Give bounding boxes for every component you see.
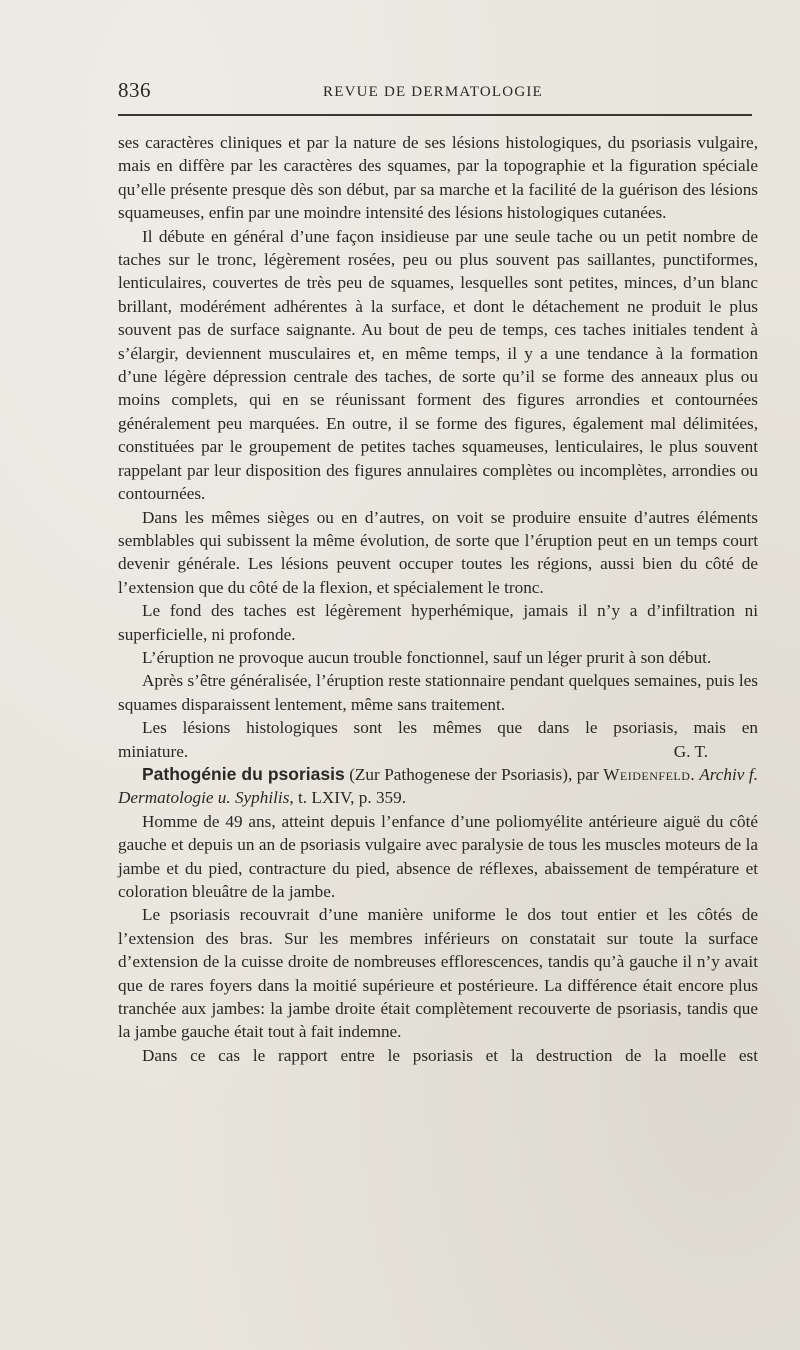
paragraph: Homme de 49 ans, atteint depuis l’enfance d’une poliomyélite antérieure aiguë du côté gauche et depuis un an de psoriasis vulgaire avec paralysie de tous les muscles moteurs de la jambe et du pied, contracture du pied, absence de réflexes, abaissement de température et coloration bleuâtre de la jambe. [118, 811, 758, 901]
paragraph: Dans les mêmes sièges ou en d’autres, on voit se produire ensuite d’autres éléments semblables qui subissent la même évolution, de sorte que l’éruption peut en un temps court devenir générale. Les lésions peuvent occuper toutes les régions, aussi bien du côté de l’extension que du côté de la flexion, et spécialement le tronc. [118, 507, 758, 597]
paragraph: Le psoriasis recouvrait d’une manière uniforme le dos tout entier et les côtés de l’extension des bras. Sur les membres inférieurs on constatait sur toute la surface d’extension de la cuisse droite de nombreuses efflorescences, tandis qu’à gauche il n’y avait que de rares foyers dans la moitié supérieure et postérieure. La différence était encore plus tranchée aux jambes: la jambe droite était complètement recouverte de psoriasis, tandis que la jambe gauche était tout à fait indemne. [118, 905, 758, 1042]
paragraph: Dans ce cas le rapport entre le psoriasis et la destruction de la moelle est [142, 1045, 758, 1065]
article-title: Pathogénie du psoriasis [142, 763, 345, 784]
header-rule [118, 114, 752, 116]
closing-text: miniature. [118, 741, 189, 761]
article-author: Weidenfeld [603, 764, 691, 784]
paragraph: L’éruption ne provoque aucun trouble fonctionnel, sauf un léger prurit à son début. [142, 647, 712, 667]
running-title: REVUE DE DERMATOLOGIE [323, 84, 543, 100]
page-number: 836 [118, 78, 151, 102]
page-header [118, 78, 756, 104]
signature: G. T. [673, 741, 708, 761]
citation-separator: . [690, 764, 700, 784]
paragraph: Après s’être généralisée, l’éruption reste stationnaire pendant quelques semaines, puis les squames disparaissent lentement, même sans traitement. [118, 671, 758, 714]
body-text [118, 131, 758, 1067]
journal-name: Archiv f. Dermatologie u. Syphilis [118, 764, 758, 808]
citation-text: (Zur Pathogenese der Psoriasis), par [344, 764, 604, 784]
paragraph: ses caractères cliniques et par la nature de ses lésions histologiques, du psoriasis vulgaire, mais en diffère par les caractères des squames, par la topographie et la figuration spéciale qu’elle présente presque dès son début, par sa marche et la facilité de la guérison des lésions squameuses, enfin par une moindre intensité des lésions histologiques cutanées. [118, 133, 758, 223]
citation-reference: , t. LXIV, p. 359. [289, 788, 407, 808]
paragraph: Les lésions histologiques sont les mêmes que dans le psoriasis, mais en [142, 718, 758, 738]
article-citation [118, 763, 758, 810]
closing-line [118, 740, 758, 763]
paragraph: Le fond des taches est légèrement hyperhémique, jamais il n’y a d’infiltration ni superficielle, ni profonde. [118, 601, 758, 644]
paragraph: Il débute en général d’une façon insidieuse par une seule tache ou un petit nombre de taches sur le tronc, légèrement rosées, peu ou plus souvent pas saillantes, punctiformes, lenticulaires, couvertes de très peu de squames, lesquelles sont petites, minces, d’un blanc brillant, modérément adhérentes à la surface, et dont le détachement ne produit le plus souvent pas de surface saignante. Au bout de peu de temps, ces taches initiales tendent à s’élargir, deviennent musculaires et, en même temps, il y a une tendance à la formation d’une légère dépression centrale des taches, de sorte qu’il se forme des anneaux plus ou moins complets, qui en se réunissant forment des figures arrondies et contournées généralement peu marquées. En outre, il se forme des figures, également mal délimitées, constituées par le groupement de petites taches squameuses, lenticulaires, le plus souvent rappelant par leur disposition des figures annulaires complètes ou incomplètes, arrondies ou contournées. [118, 226, 758, 504]
